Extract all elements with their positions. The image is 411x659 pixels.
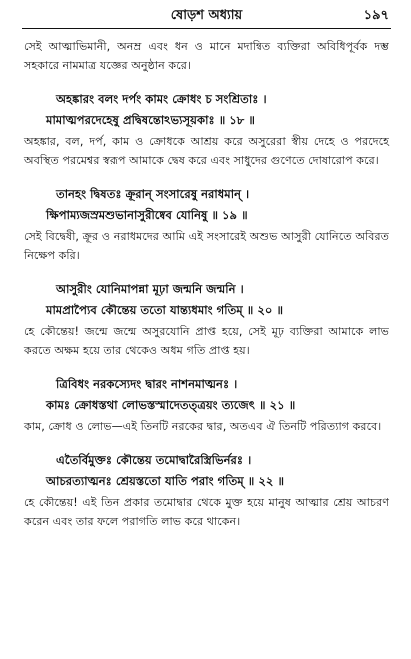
verse-line: মামপ্রাপ্যৈব কৌন্তেয় ততো যান্ত্যধমাং গতিম্ ॥ ২০ ॥ xyxy=(46,303,284,317)
verse-line: ক্ষিপাম্যজস্রমশুভানাসুরীষ্বেব যোনিষু ॥ ১৯ ॥ xyxy=(46,208,248,222)
verse-line: এতৈর্বিমুক্তঃ কৌন্তেয় তমোদ্বারৈস্ত্রিভির্নরঃ । xyxy=(56,453,252,467)
translation-paragraph: অহঙ্কার, বল, দর্প, কাম ও ক্রোধকে আশ্রয় করে অসুরেরা স্বীয় দেহে ও পরদেহে অবস্থিত পরমেশ্বর স্বরূপ আমাকে দ্বেষ করে এবং সাধুদের গুণেতে দোষারোপ করে। xyxy=(24,135,389,167)
verse-22 xyxy=(24,450,389,492)
verse-line: অহঙ্কারং বলং দর্পং কামং ক্রোধং চ সংশ্রিতাঃ । xyxy=(56,92,267,106)
verse-20 xyxy=(24,279,389,321)
header-rule xyxy=(22,28,391,29)
page-header xyxy=(24,6,389,28)
translation-paragraph: কাম, ক্রোধ ও লোভ—এই তিনটি নরকের দ্বার, অতএব ঐ তিনটি পরিত্যাগ করবে। xyxy=(24,420,382,433)
verse-line: ত্রিবিধং নরকস্যেদং দ্বারং নাশনমাত্মনঃ । xyxy=(56,377,238,391)
translation-paragraph: হে কৌন্তেয়! জন্মে জন্মে অসুরযোনি প্রাপ্ত হয়ে, সেই মূঢ় ব্যক্তিরা আমাকে লাভ করতে অক্ষম হয়ে তার থেকেও অধম গতি প্রাপ্ত হয়। xyxy=(24,325,389,357)
verse-line: তানহং দ্বিষতঃ ক্রূরান্ সংসারেষু নরাধমান্ । xyxy=(56,187,250,201)
chapter-title: ষোড়শ অধ্যায় xyxy=(170,8,243,23)
verse-21 xyxy=(24,374,389,416)
translation-paragraph: সেই বিদ্বেষী, ক্রূর ও নরাধমদের আমি এই সংসারেই অশুভ আসুরী যোনিতে অবিরত নিক্ষেপ করি। xyxy=(24,230,389,262)
verse-line: কামঃ ক্রোধস্তথা লোভস্তস্মাদেতত্ত্রয়ং ত্যজেৎ ॥ ২১ ॥ xyxy=(46,398,296,412)
verse-line: আচরত্যাত্মনঃ শ্রেয়স্ততো যাতি পরাং গতিম্ ॥ ২২ ॥ xyxy=(46,474,285,488)
verse-line: মামাত্মপরদেহেষু প্রদ্বিষন্তোঽভ্যসূয়কাঃ ॥ ১৮ ॥ xyxy=(46,113,255,127)
translation-paragraph: হে কৌন্তেয়! এই তিন প্রকার তমোদ্বার থেকে মুক্ত হয়ে মানুষ আত্মার শ্রেয় আচরণ করেন এবং তার ফলে পরাগতি লাভ করে থাকেন। xyxy=(24,496,389,528)
verse-19 xyxy=(24,184,389,226)
verse-line: আসুরীং যোনিমাপন্না মূঢ়া জন্মনি জন্মনি । xyxy=(56,282,244,296)
page-number: ১৯৭ xyxy=(363,8,389,23)
verse-18 xyxy=(24,89,389,131)
commentary-paragraph: সেই আত্মাভিমানী, অনম্র এবং ধন ও মানে মদান্বিত ব্যক্তিরা অবিধিপূর্বক দম্ভ সহকারে নামমাত্র যজ্ঞের অনুষ্ঠান করে। xyxy=(24,40,389,72)
